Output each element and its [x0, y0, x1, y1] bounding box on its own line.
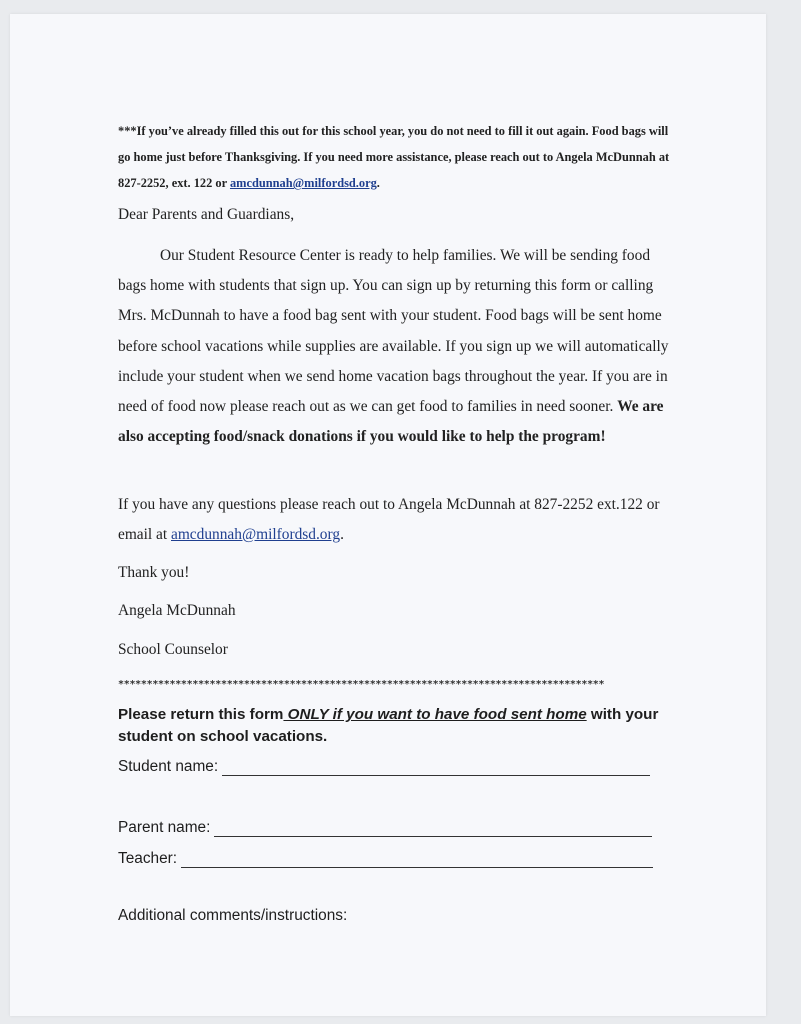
student-name-line[interactable] — [222, 759, 650, 776]
donation-request: We are also accepting food/snack donations if you would like to help the program! — [118, 398, 664, 446]
teacher-label: Teacher: — [118, 850, 178, 867]
teacher-field[interactable] — [118, 850, 653, 868]
comments-label: Additional comments/instructions: — [118, 907, 348, 924]
questions-email-link[interactable]: amcdunnah@milfordsd.org — [171, 526, 341, 543]
return-instructions — [118, 704, 678, 748]
signature-title: School Counselor — [118, 641, 228, 658]
student-name-label: Student name: — [118, 758, 219, 775]
note-text: ***If you’ve already filled this out for this school year, you do not need to fill it out again. Food bags will go home just before Thanksgiving. If you need more assistance, please reach out to Angela McDunnah at 827-2252, ext. 122 or — [118, 124, 670, 190]
return-after: with your student on school vacations. — [118, 706, 659, 745]
questions-paragraph — [118, 490, 678, 550]
parent-name-line[interactable] — [214, 820, 652, 837]
separator-line: ************************************************************************************* — [118, 679, 605, 690]
returning-families-note — [118, 118, 678, 196]
letter-body — [118, 241, 670, 452]
parent-name-field[interactable] — [118, 819, 652, 837]
note-email-link[interactable]: amcdunnah@milfordsd.org — [229, 176, 377, 190]
letter-body-text: Our Student Resource Center is ready to help families. We will be sending food bags home with students that sign up. You can sign up by returning this form or calling Mrs. McDunnah to have a food bag sent with your student. Food bags will be sent home before school vacations while supplies are available. If you sign up we will automatically include your student when we send home vacation bags throughout the year. If you are in need of food now please reach out as we can get food to families in need sooner. — [118, 247, 669, 416]
student-name-field[interactable] — [118, 758, 650, 776]
questions-end: . — [340, 526, 344, 543]
return-before: Please return this form — [118, 706, 284, 723]
teacher-line[interactable] — [181, 851, 653, 868]
parent-name-label: Parent name: — [118, 819, 211, 836]
questions-text: If you have any questions please reach out to Angela McDunnah at 827-2252 ext.122 or email at — [118, 496, 660, 543]
closing: Thank you! — [118, 564, 190, 581]
return-emphasis: ONLY if you want to have food sent home — [283, 706, 587, 723]
greeting: Dear Parents and Guardians, — [118, 206, 295, 223]
signature-name: Angela McDunnah — [118, 602, 236, 619]
note-end: . — [376, 176, 380, 190]
